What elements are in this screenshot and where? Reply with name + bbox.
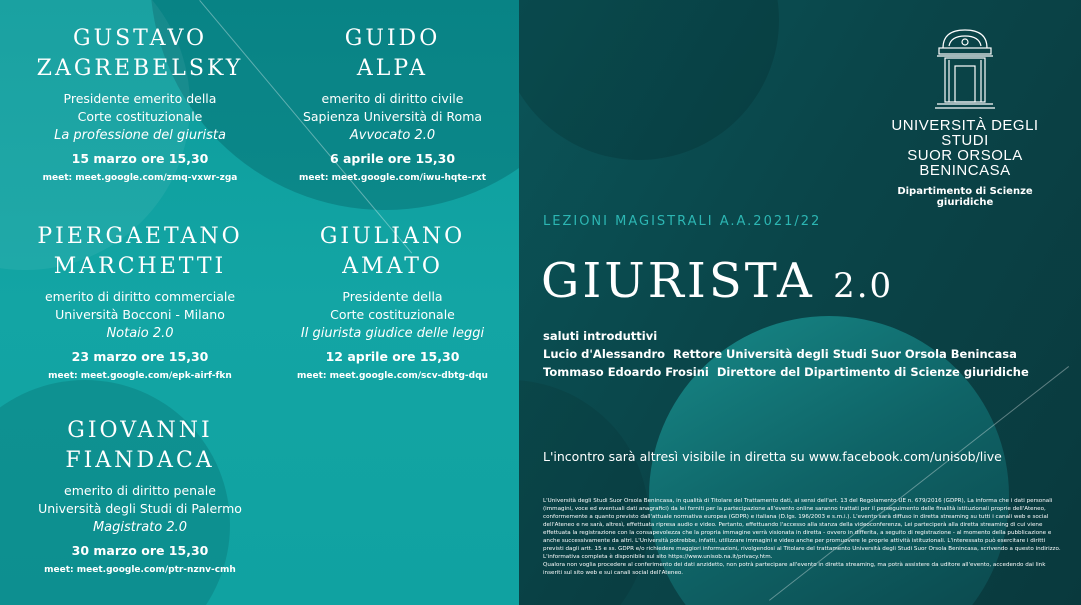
speaker-name: GUSTAVO ZAGREBELSKY (36, 26, 244, 81)
meet-link[interactable]: meet: meet.google.com/scv-dbtg-dqu (297, 371, 488, 381)
event-title-main: GIURISTA (541, 253, 815, 309)
lecture-date: 23 marzo ore 15,30 (71, 349, 209, 364)
decor-circle (519, 0, 779, 160)
speaker-role: emerito di diritto civile Sapienza Università di Roma (302, 91, 483, 124)
greetings-label: saluti introduttivi (543, 329, 658, 343)
lecture-title: Avvocato 2.0 (349, 128, 436, 143)
speaker-card (10, 24, 270, 185)
speaker-card (270, 24, 515, 185)
greeting-row: Lucio d'Alessandro Rettore Università degli Studi Suor Orsola Benincasa (543, 347, 1017, 361)
speakers-panel (0, 0, 519, 605)
speaker-card (10, 222, 270, 383)
lecture-title: La professione del giurista (54, 128, 226, 143)
event-title (541, 246, 893, 321)
lecture-title: Notaio 2.0 (106, 326, 174, 341)
university-name: UNIVERSITÀ DEGLI STUDI SUOR ORSOLA BENINCASA (891, 117, 1039, 179)
series-label: LEZIONI MAGISTRALI A.A.2021/22 (543, 214, 822, 229)
speaker-card (10, 416, 270, 577)
meet-link[interactable]: meet: meet.google.com/epk-airf-fkn (48, 371, 232, 381)
greeting-row: Tommaso Edoardo Frosini Direttore del Dipartimento di Scienze giuridiche (543, 365, 1029, 379)
speaker-card (270, 222, 515, 383)
privacy-notice (543, 497, 1063, 577)
speaker-role: emerito di diritto commerciale Università Bocconi - Milano (44, 289, 236, 322)
lecture-date: 12 aprile ore 15,30 (325, 349, 460, 364)
lecture-title: Il giurista giudice delle leggi (300, 326, 485, 341)
lecture-date: 6 aprile ore 15,30 (329, 151, 456, 166)
lecture-title: Magistrato 2.0 (92, 520, 188, 535)
university-crest-icon (933, 22, 997, 112)
speaker-name: GIOVANNI FIANDACA (65, 418, 215, 473)
speaker-role: emerito di diritto penale Università degli Studi di Palermo (38, 483, 242, 516)
meet-link[interactable]: meet: meet.google.com/zmq-vxwr-zga (42, 173, 238, 183)
greetings-block (543, 327, 1029, 381)
meet-link[interactable]: meet: meet.google.com/iwu-hqte-rxt (298, 173, 487, 183)
event-title-version: 2.0 (833, 266, 894, 306)
meet-link[interactable]: meet: meet.google.com/ptr-nznv-cmh (44, 565, 236, 575)
privacy-paragraph: L'Università degli Studi Suor Orsola Benincasa, in qualità di Titolare del Trattamento dati, ai sensi dell'art. 13 del Regolamento UE n. 679/2016 (GDPR), La informa che i dati personali (immagini, voce ed eventuali dati anagrafici) da lei forniti per la partecipazione all'evento online saranno trattati per il perseguimento delle finalità istituzionali proprie dell'Ateneo, conformemente a quanto previsto dall'attuale normativa europea (GDPR) e italiana (D.lgs. 196/2003 e s.m.i.). L'evento sarà diffuso in diretta streaming su tutti i canali web e social dell'Ateneo e ne sarà, altresì, effettuata ripresa audio e video. Pertanto, effettuando l'accesso alla stanza della videoconferenza, Lei parteciperà alla diretta streaming di cui viene effettuata la registrazione con la consapevolezza che la propria immagine verrà visionata in diretta - ovvero in differita, a seguito di registrazione - al momento della pubblicazione e anche successivamente da altri. L'Università potrebbe, infatti, utilizzare immagini e video anche per promuovere le proprie attività istituzionali. L'interessato può esercitare i diritti previsti dagli artt. 15 e ss. GDPR e/o richiedere maggiori informazioni, rivolgendosi al Titolare del trattamento Università degli Studi Suor Orsola Benincasa, scrivendo a questo indirizzo. L'informativa completa è disponibile sul sito https://www.unisob.na.it/privacy.htm. (543, 498, 1061, 560)
lecture-date: 15 marzo ore 15,30 (71, 151, 209, 166)
speaker-name: GIULIANO AMATO (319, 224, 466, 279)
speaker-role: Presidente della Corte costituzionale (330, 289, 455, 322)
privacy-paragraph: Qualora non voglia procedere al conferimento dei dati anzidetto, non potrà partecipare all'evento in diretta streaming, ma potrà assistere da uditore all'evento, accedendo dai link inseriti sul sito web e sui canali social dell'Ateneo. (543, 562, 1046, 576)
lecture-date: 30 marzo ore 15,30 (71, 543, 209, 558)
streaming-info: L'incontro sarà altresì visibile in diretta su www.facebook.com/unisob/live (543, 449, 1002, 464)
speaker-name: GUIDO ALPA (344, 26, 441, 81)
university-logo (870, 22, 1060, 208)
department-name: Dipartimento di Scienze giuridiche (897, 186, 1033, 208)
speaker-name: PIERGAETANO MARCHETTI (37, 224, 243, 279)
speaker-role: Presidente emerito della Corte costituzionale (63, 91, 217, 124)
